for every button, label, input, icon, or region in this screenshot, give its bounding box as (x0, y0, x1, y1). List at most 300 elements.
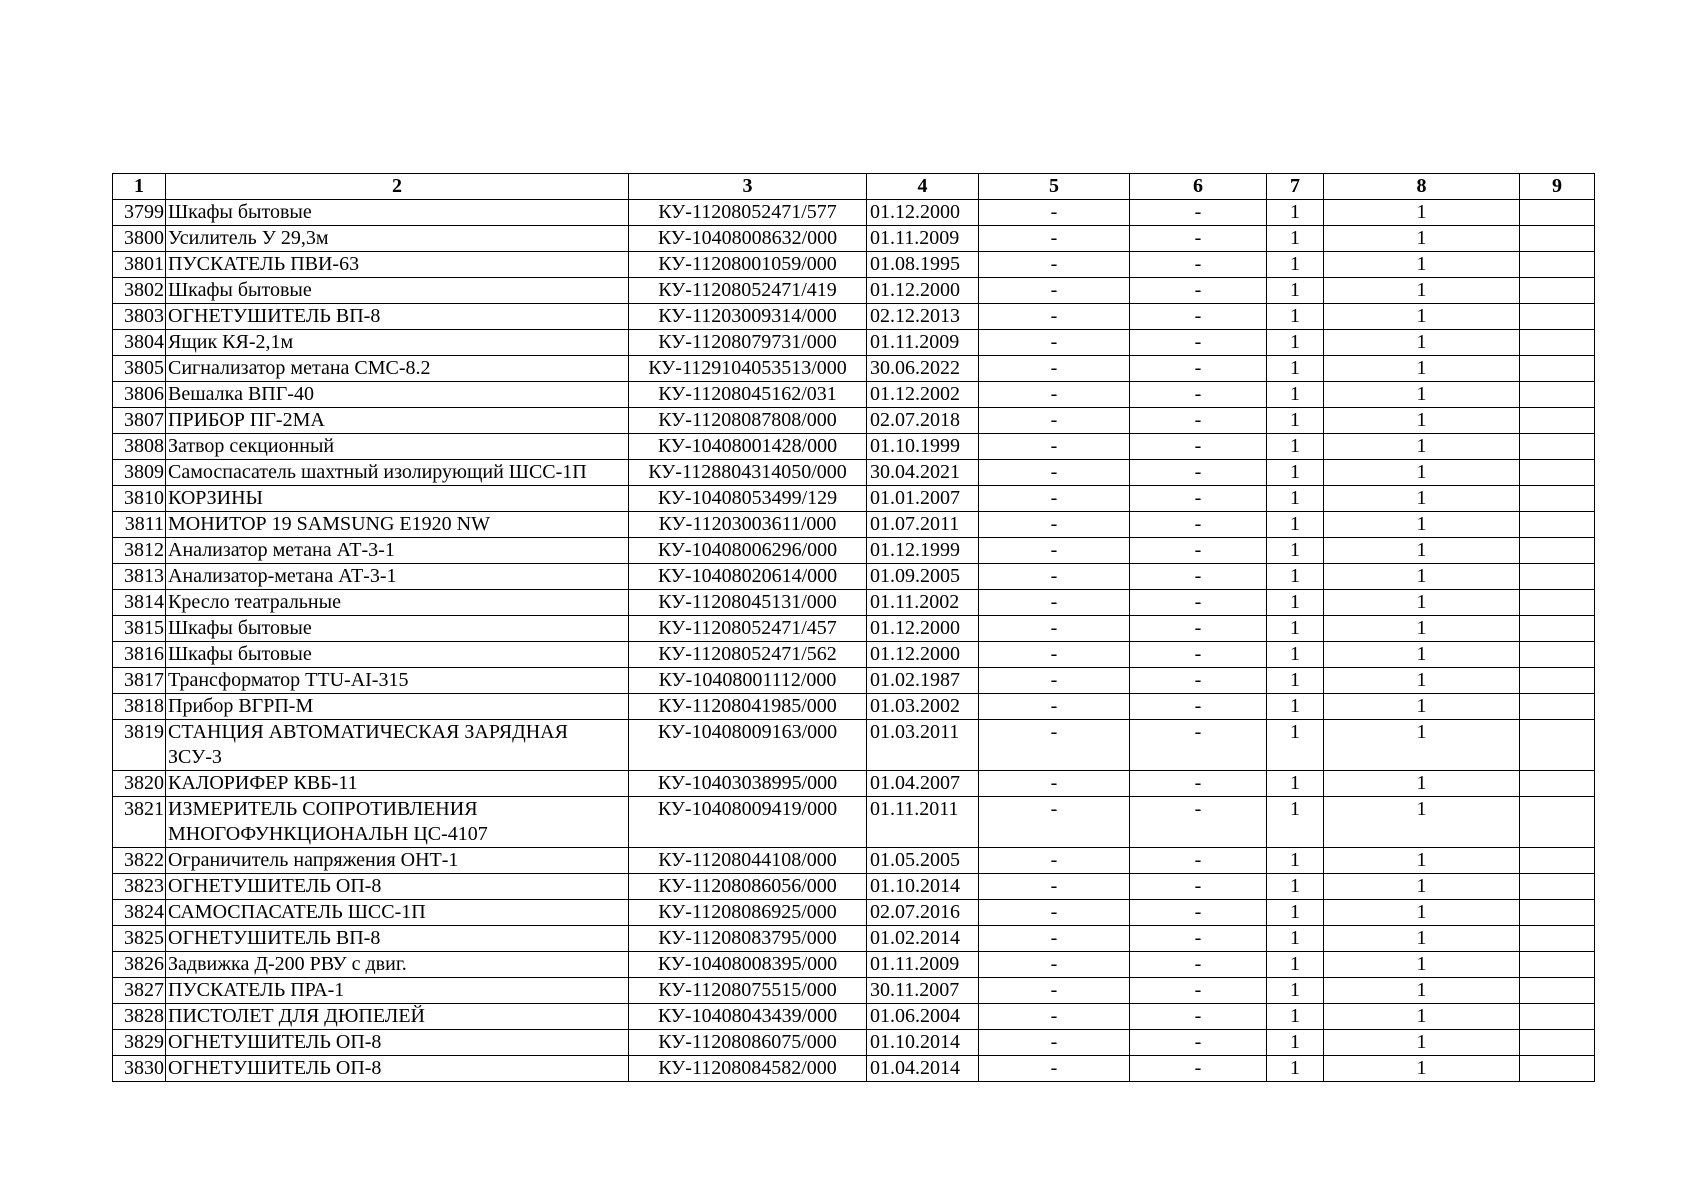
table-cell-col-8: 1 (1324, 952, 1520, 978)
table-cell-col-6: - (1130, 720, 1267, 771)
table-cell-col-8: 1 (1324, 978, 1520, 1004)
table-cell-col-5: - (979, 874, 1130, 900)
table-cell-col-9 (1520, 1030, 1595, 1056)
table-cell-col-2: МОНИТОР 19 SAMSUNG E1920 NW (166, 512, 629, 538)
table-cell-col-5: - (979, 771, 1130, 797)
table-cell-col-3: КУ-11208045162/031 (629, 382, 867, 408)
table-cell-col-9 (1520, 408, 1595, 434)
table-cell-col-4: 30.11.2007 (867, 978, 979, 1004)
table-cell-col-5: - (979, 434, 1130, 460)
table-cell-col-2: КОРЗИНЫ (166, 486, 629, 512)
table-cell-col-5: - (979, 512, 1130, 538)
table-cell-col-8: 1 (1324, 1030, 1520, 1056)
table-cell-col-4: 01.12.1999 (867, 538, 979, 564)
table-cell-col-7: 1 (1267, 382, 1324, 408)
table-cell-col-1: 3817 (113, 668, 166, 694)
table-cell-col-2: ОГНЕТУШИТЕЛЬ ОП-8 (166, 874, 629, 900)
table-cell-col-2: Ящик КЯ-2,1м (166, 330, 629, 356)
table-cell-col-4: 01.03.2011 (867, 720, 979, 771)
table-cell-col-7: 1 (1267, 356, 1324, 382)
table-cell-col-5: - (979, 668, 1130, 694)
table-cell-col-6: - (1130, 538, 1267, 564)
table-cell-col-6: - (1130, 564, 1267, 590)
table-row (113, 797, 1595, 848)
table-cell-col-1: 3813 (113, 564, 166, 590)
table-cell-col-7: 1 (1267, 720, 1324, 771)
table-cell-col-8: 1 (1324, 278, 1520, 304)
table-cell-col-2: Шкафы бытовые (166, 642, 629, 668)
table-cell-col-9 (1520, 460, 1595, 486)
table-cell-col-8: 1 (1324, 797, 1520, 848)
table-cell-col-3: КУ-11208086925/000 (629, 900, 867, 926)
table-cell-col-4: 01.03.2002 (867, 694, 979, 720)
table-cell-col-6: - (1130, 200, 1267, 226)
table-cell-col-1: 3800 (113, 226, 166, 252)
table-cell-col-7: 1 (1267, 278, 1324, 304)
table-row (113, 720, 1595, 771)
table-cell-col-5: - (979, 278, 1130, 304)
table-cell-col-9 (1520, 978, 1595, 1004)
table-cell-col-9 (1520, 1004, 1595, 1030)
table-cell-col-2: Трансформатор TTU-AI-315 (166, 668, 629, 694)
table-cell-col-8: 1 (1324, 382, 1520, 408)
table-cell-col-4: 01.07.2011 (867, 512, 979, 538)
table-cell-col-7: 1 (1267, 668, 1324, 694)
table-cell-col-4: 01.09.2005 (867, 564, 979, 590)
table-row (113, 926, 1595, 952)
table-cell-col-4: 01.06.2004 (867, 1004, 979, 1030)
table-cell-col-7: 1 (1267, 900, 1324, 926)
table-cell-col-8: 1 (1324, 434, 1520, 460)
table-cell-col-4: 01.12.2000 (867, 278, 979, 304)
table-cell-col-7: 1 (1267, 616, 1324, 642)
table-cell-col-1: 3814 (113, 590, 166, 616)
table-cell-col-4: 02.12.2013 (867, 304, 979, 330)
table-cell-col-4: 01.11.2011 (867, 797, 979, 848)
table-cell-col-8: 1 (1324, 408, 1520, 434)
table-cell-col-4: 01.08.1995 (867, 252, 979, 278)
table-cell-col-8: 1 (1324, 200, 1520, 226)
table-cell-col-6: - (1130, 668, 1267, 694)
table-cell-col-6: - (1130, 978, 1267, 1004)
table-cell-col-4: 30.04.2021 (867, 460, 979, 486)
table-cell-col-5: - (979, 408, 1130, 434)
table-cell-col-3: КУ-11203009314/000 (629, 304, 867, 330)
table-cell-col-8: 1 (1324, 460, 1520, 486)
table-cell-col-5: - (979, 900, 1130, 926)
table-cell-col-5: - (979, 564, 1130, 590)
table-row (113, 694, 1595, 720)
table-row (113, 1056, 1595, 1082)
table-cell-col-4: 01.10.1999 (867, 434, 979, 460)
table-cell-col-1: 3809 (113, 460, 166, 486)
table-cell-col-8: 1 (1324, 668, 1520, 694)
table-cell-col-3: КУ-10408053499/129 (629, 486, 867, 512)
table-cell-col-6: - (1130, 590, 1267, 616)
table-cell-col-6: - (1130, 434, 1267, 460)
table-cell-col-8: 1 (1324, 874, 1520, 900)
table-cell-col-9 (1520, 720, 1595, 771)
table-cell-col-8: 1 (1324, 564, 1520, 590)
table-cell-col-3: КУ-10408008632/000 (629, 226, 867, 252)
table-cell-col-9 (1520, 356, 1595, 382)
table-cell-col-3: КУ-10408008395/000 (629, 952, 867, 978)
table-cell-col-4: 01.10.2014 (867, 1030, 979, 1056)
table-cell-col-2: Анализатор метана АТ-3-1 (166, 538, 629, 564)
table-cell-col-3: КУ-1128804314050/000 (629, 460, 867, 486)
table-cell-col-4: 02.07.2016 (867, 900, 979, 926)
table-cell-col-3: КУ-11208001059/000 (629, 252, 867, 278)
table-row (113, 590, 1595, 616)
table-cell-col-2: Усилитель У 29,3м (166, 226, 629, 252)
table-cell-col-7: 1 (1267, 694, 1324, 720)
table-cell-col-2: Задвижка Д-200 РВУ с двиг. (166, 952, 629, 978)
table-cell-col-2: КАЛОРИФЕР КВБ-11 (166, 771, 629, 797)
table-cell-col-3: КУ-10403038995/000 (629, 771, 867, 797)
table-cell-col-3: КУ-11208041985/000 (629, 694, 867, 720)
table-cell-col-5: - (979, 952, 1130, 978)
table-cell-col-9 (1520, 486, 1595, 512)
table-cell-col-5: - (979, 978, 1130, 1004)
table-cell-col-9 (1520, 278, 1595, 304)
table-cell-col-5: - (979, 616, 1130, 642)
table-cell-col-1: 3807 (113, 408, 166, 434)
table-cell-col-9 (1520, 616, 1595, 642)
table-cell-col-9 (1520, 848, 1595, 874)
table-cell-col-8: 1 (1324, 486, 1520, 512)
table-cell-col-8: 1 (1324, 642, 1520, 668)
table-row (113, 952, 1595, 978)
table-cell-col-8: 1 (1324, 1056, 1520, 1082)
table-cell-col-1: 3810 (113, 486, 166, 512)
table-row (113, 200, 1595, 226)
table-cell-col-6: - (1130, 771, 1267, 797)
table-cell-col-5: - (979, 356, 1130, 382)
table-cell-col-8: 1 (1324, 771, 1520, 797)
table-cell-col-5: - (979, 486, 1130, 512)
column-header-6: 6 (1130, 174, 1267, 200)
table-cell-col-6: - (1130, 616, 1267, 642)
table-cell-col-2: Шкафы бытовые (166, 200, 629, 226)
table-cell-col-2: Шкафы бытовые (166, 278, 629, 304)
table-cell-col-1: 3801 (113, 252, 166, 278)
table-cell-col-9 (1520, 874, 1595, 900)
table-row (113, 512, 1595, 538)
table-cell-col-2: САМОСПАСАТЕЛЬ ШСС-1П (166, 900, 629, 926)
table-cell-col-5: - (979, 694, 1130, 720)
table-cell-col-7: 1 (1267, 460, 1324, 486)
table-cell-col-3: КУ-11208052471/457 (629, 616, 867, 642)
table-cell-col-2: Самоспасатель шахтный изолирующий ШСС-1П (166, 460, 629, 486)
table-row (113, 278, 1595, 304)
table-cell-col-4: 01.11.2009 (867, 226, 979, 252)
table-cell-col-4: 30.06.2022 (867, 356, 979, 382)
table-cell-col-1: 3805 (113, 356, 166, 382)
table-cell-col-6: - (1130, 1030, 1267, 1056)
table-cell-col-4: 01.12.2000 (867, 616, 979, 642)
table-row (113, 226, 1595, 252)
table-cell-col-7: 1 (1267, 564, 1324, 590)
table-cell-col-1: 3818 (113, 694, 166, 720)
table-cell-col-6: - (1130, 304, 1267, 330)
table-cell-col-7: 1 (1267, 226, 1324, 252)
table-cell-col-9 (1520, 900, 1595, 926)
table-cell-col-4: 01.11.2009 (867, 330, 979, 356)
table-cell-col-7: 1 (1267, 330, 1324, 356)
table-cell-col-2: Затвор секционный (166, 434, 629, 460)
table-cell-col-7: 1 (1267, 952, 1324, 978)
table-cell-col-2: Шкафы бытовые (166, 616, 629, 642)
column-header-5: 5 (979, 174, 1130, 200)
column-header-9: 9 (1520, 174, 1595, 200)
table-cell-col-6: - (1130, 874, 1267, 900)
table-cell-col-9 (1520, 926, 1595, 952)
table-cell-col-8: 1 (1324, 1004, 1520, 1030)
table-cell-col-4: 01.01.2007 (867, 486, 979, 512)
table-cell-col-1: 3815 (113, 616, 166, 642)
table-cell-col-2: ОГНЕТУШИТЕЛЬ ВП-8 (166, 304, 629, 330)
table-cell-col-7: 1 (1267, 1056, 1324, 1082)
table-cell-col-2: Ограничитель напряжения ОНТ-1 (166, 848, 629, 874)
table-cell-col-6: - (1130, 848, 1267, 874)
table-cell-col-3: КУ-10408001428/000 (629, 434, 867, 460)
table-cell-col-1: 3811 (113, 512, 166, 538)
table-cell-col-3: КУ-11208083795/000 (629, 926, 867, 952)
table-cell-col-9 (1520, 590, 1595, 616)
table-row (113, 538, 1595, 564)
table-cell-col-7: 1 (1267, 512, 1324, 538)
table-cell-col-9 (1520, 642, 1595, 668)
table-cell-col-5: - (979, 1004, 1130, 1030)
table-cell-col-2: ИЗМЕРИТЕЛЬ СОПРОТИВЛЕНИЯ МНОГОФУНКЦИОНАЛЬН ЦС-4107 (166, 797, 629, 848)
table-cell-col-1: 3824 (113, 900, 166, 926)
table-cell-col-5: - (979, 304, 1130, 330)
table-cell-col-6: - (1130, 356, 1267, 382)
table-cell-col-5: - (979, 460, 1130, 486)
table-cell-col-6: - (1130, 1004, 1267, 1030)
table-row (113, 460, 1595, 486)
table-cell-col-6: - (1130, 460, 1267, 486)
table-cell-col-7: 1 (1267, 771, 1324, 797)
table-cell-col-3: КУ-10408001112/000 (629, 668, 867, 694)
table-cell-col-7: 1 (1267, 304, 1324, 330)
table-row (113, 304, 1595, 330)
table-row (113, 252, 1595, 278)
table-cell-col-8: 1 (1324, 720, 1520, 771)
table-cell-col-5: - (979, 200, 1130, 226)
table-cell-col-1: 3804 (113, 330, 166, 356)
table-cell-col-1: 3830 (113, 1056, 166, 1082)
table-cell-col-2: Сигнализатор метана СМС-8.2 (166, 356, 629, 382)
table-cell-col-2: ПУСКАТЕЛЬ ПВИ-63 (166, 252, 629, 278)
table-body (113, 200, 1595, 1082)
column-header-2: 2 (166, 174, 629, 200)
table-cell-col-8: 1 (1324, 694, 1520, 720)
table-cell-col-1: 3820 (113, 771, 166, 797)
inventory-table (112, 173, 1595, 1082)
table-row (113, 408, 1595, 434)
table-row (113, 330, 1595, 356)
table-cell-col-1: 3816 (113, 642, 166, 668)
table-cell-col-8: 1 (1324, 512, 1520, 538)
table-cell-col-1: 3828 (113, 1004, 166, 1030)
table-cell-col-5: - (979, 926, 1130, 952)
table-cell-col-6: - (1130, 952, 1267, 978)
table-cell-col-7: 1 (1267, 874, 1324, 900)
table-cell-col-1: 3802 (113, 278, 166, 304)
table-row (113, 434, 1595, 460)
table-cell-col-1: 3819 (113, 720, 166, 771)
table-cell-col-1: 3812 (113, 538, 166, 564)
table-cell-col-4: 01.04.2007 (867, 771, 979, 797)
table-cell-col-8: 1 (1324, 356, 1520, 382)
table-cell-col-8: 1 (1324, 590, 1520, 616)
table-cell-col-5: - (979, 382, 1130, 408)
table-cell-col-9 (1520, 771, 1595, 797)
table-cell-col-6: - (1130, 486, 1267, 512)
table-cell-col-5: - (979, 720, 1130, 771)
table-cell-col-9 (1520, 226, 1595, 252)
table-cell-col-1: 3827 (113, 978, 166, 1004)
table-cell-col-6: - (1130, 512, 1267, 538)
table-cell-col-3: КУ-11208086075/000 (629, 1030, 867, 1056)
table-cell-col-7: 1 (1267, 252, 1324, 278)
table-cell-col-4: 01.05.2005 (867, 848, 979, 874)
table-cell-col-5: - (979, 330, 1130, 356)
table-cell-col-2: Кресло театральные (166, 590, 629, 616)
table-cell-col-9 (1520, 512, 1595, 538)
table-cell-col-9 (1520, 382, 1595, 408)
table-cell-col-3: КУ-11208052471/577 (629, 200, 867, 226)
table-cell-col-4: 01.12.2000 (867, 200, 979, 226)
table-header-row (113, 174, 1595, 200)
table-cell-col-7: 1 (1267, 408, 1324, 434)
table-row (113, 848, 1595, 874)
table-row (113, 1004, 1595, 1030)
table-cell-col-1: 3826 (113, 952, 166, 978)
table-cell-col-6: - (1130, 252, 1267, 278)
table-cell-col-5: - (979, 642, 1130, 668)
table-cell-col-8: 1 (1324, 252, 1520, 278)
table-row (113, 486, 1595, 512)
table-row (113, 356, 1595, 382)
table-cell-col-3: КУ-11208084582/000 (629, 1056, 867, 1082)
table-cell-col-6: - (1130, 408, 1267, 434)
table-row (113, 564, 1595, 590)
table-cell-col-9 (1520, 434, 1595, 460)
table-cell-col-2: ОГНЕТУШИТЕЛЬ ОП-8 (166, 1056, 629, 1082)
table-cell-col-9 (1520, 330, 1595, 356)
table-row (113, 668, 1595, 694)
table-cell-col-9 (1520, 538, 1595, 564)
table-cell-col-7: 1 (1267, 1004, 1324, 1030)
column-header-4: 4 (867, 174, 979, 200)
table-cell-col-6: - (1130, 226, 1267, 252)
table-cell-col-9 (1520, 252, 1595, 278)
table-cell-col-2: ПИСТОЛЕТ ДЛЯ ДЮПЕЛЕЙ (166, 1004, 629, 1030)
table-cell-col-5: - (979, 252, 1130, 278)
column-header-1: 1 (113, 174, 166, 200)
table-cell-col-8: 1 (1324, 848, 1520, 874)
table-cell-col-5: - (979, 1056, 1130, 1082)
table-cell-col-3: КУ-1129104053513/000 (629, 356, 867, 382)
table-cell-col-5: - (979, 226, 1130, 252)
table-cell-col-1: 3829 (113, 1030, 166, 1056)
table-cell-col-6: - (1130, 694, 1267, 720)
table-row (113, 978, 1595, 1004)
column-header-7: 7 (1267, 174, 1324, 200)
table-row (113, 1030, 1595, 1056)
table-cell-col-4: 01.02.2014 (867, 926, 979, 952)
table-cell-col-3: КУ-11208052471/562 (629, 642, 867, 668)
table-cell-col-2: ПРИБОР ПГ-2МА (166, 408, 629, 434)
table-cell-col-4: 01.10.2014 (867, 874, 979, 900)
table-cell-col-5: - (979, 538, 1130, 564)
table-cell-col-8: 1 (1324, 226, 1520, 252)
table-cell-col-6: - (1130, 1056, 1267, 1082)
table-cell-col-1: 3808 (113, 434, 166, 460)
table-cell-col-7: 1 (1267, 486, 1324, 512)
table-cell-col-6: - (1130, 278, 1267, 304)
table-cell-col-3: КУ-10408009163/000 (629, 720, 867, 771)
table-cell-col-9 (1520, 1056, 1595, 1082)
table-cell-col-3: КУ-11208086056/000 (629, 874, 867, 900)
table-cell-col-2: ПУСКАТЕЛЬ ПРА-1 (166, 978, 629, 1004)
table-cell-col-8: 1 (1324, 616, 1520, 642)
table-cell-col-7: 1 (1267, 200, 1324, 226)
table-cell-col-8: 1 (1324, 926, 1520, 952)
table-cell-col-3: КУ-11208045131/000 (629, 590, 867, 616)
table-cell-col-2: Прибор ВГРП-М (166, 694, 629, 720)
table-cell-col-9 (1520, 564, 1595, 590)
table-cell-col-9 (1520, 304, 1595, 330)
table-cell-col-5: - (979, 590, 1130, 616)
table-cell-col-4: 01.04.2014 (867, 1056, 979, 1082)
table-cell-col-1: 3823 (113, 874, 166, 900)
table-cell-col-7: 1 (1267, 797, 1324, 848)
table-cell-col-3: КУ-10408043439/000 (629, 1004, 867, 1030)
table-cell-col-6: - (1130, 797, 1267, 848)
table-cell-col-6: - (1130, 642, 1267, 668)
table-cell-col-3: КУ-11208052471/419 (629, 278, 867, 304)
table-row (113, 874, 1595, 900)
table-cell-col-1: 3806 (113, 382, 166, 408)
table-cell-col-5: - (979, 848, 1130, 874)
table-cell-col-2: СТАНЦИЯ АВТОМАТИЧЕСКАЯ ЗАРЯДНАЯ ЗСУ-3 (166, 720, 629, 771)
table-cell-col-4: 01.02.1987 (867, 668, 979, 694)
table-row (113, 382, 1595, 408)
table-cell-col-5: - (979, 1030, 1130, 1056)
table-row (113, 616, 1595, 642)
column-header-3: 3 (629, 174, 867, 200)
table-cell-col-7: 1 (1267, 1030, 1324, 1056)
table-cell-col-8: 1 (1324, 330, 1520, 356)
table-cell-col-1: 3799 (113, 200, 166, 226)
table-cell-col-3: КУ-11208044108/000 (629, 848, 867, 874)
table-cell-col-3: КУ-11208075515/000 (629, 978, 867, 1004)
table-cell-col-7: 1 (1267, 642, 1324, 668)
table-cell-col-2: Анализатор-метана АТ-3-1 (166, 564, 629, 590)
table-cell-col-3: КУ-10408006296/000 (629, 538, 867, 564)
table-cell-col-3: КУ-11208087808/000 (629, 408, 867, 434)
table-cell-col-2: Вешалка ВПГ-40 (166, 382, 629, 408)
table-cell-col-4: 01.12.2000 (867, 642, 979, 668)
table-cell-col-4: 01.12.2002 (867, 382, 979, 408)
table-cell-col-9 (1520, 952, 1595, 978)
table-cell-col-9 (1520, 694, 1595, 720)
table-cell-col-3: КУ-11208079731/000 (629, 330, 867, 356)
table-cell-col-1: 3825 (113, 926, 166, 952)
